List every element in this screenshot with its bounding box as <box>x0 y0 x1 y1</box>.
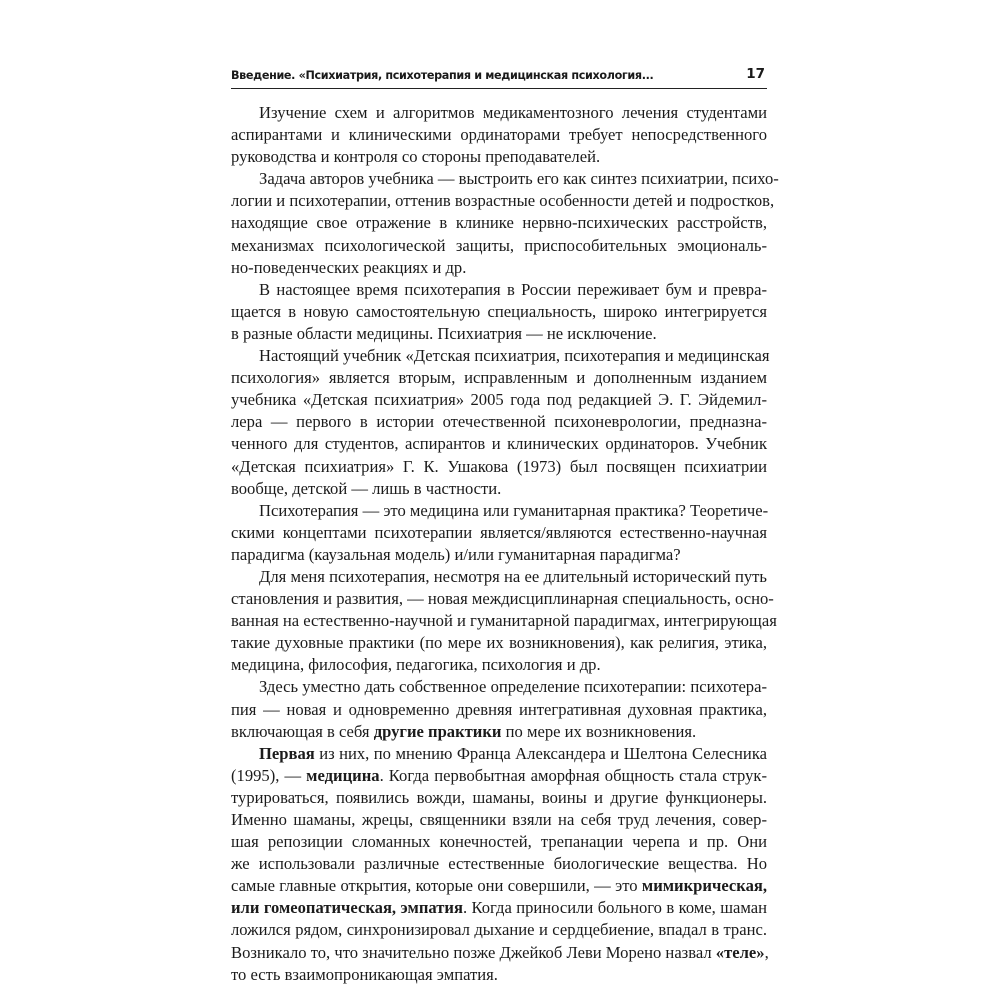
text-line: Психотерапия — это медицина или гуманитарная практика? Теоретиче- <box>259 500 769 520</box>
text-line: в разные области медицины. Психиатрия — не исключение. <box>231 323 657 343</box>
paragraph <box>231 676 767 742</box>
text-line: но-поведенческих реакциях и др. <box>231 257 467 277</box>
text-line: парадигма (каузальная модель) и/или гуманитарная парадигма? <box>231 544 681 564</box>
text-line: Для меня психотерапия, несмотря на ее длительный исторический путь <box>259 566 767 586</box>
paragraph <box>231 279 767 345</box>
text-run: . Когда приносили больного в коме, шаман <box>462 898 767 918</box>
text-line: то есть взаимопроникающая эмпатия. <box>231 964 498 984</box>
text-line: Изучение схем и алгоритмов медикаментозного лечения студентами <box>259 103 767 122</box>
text-line: Настоящий учебник «Детская психиатрия, психотерапия и медицинская <box>259 346 770 366</box>
text-line: Здесь уместно дать собственное определение психотерапии: психотера- <box>259 677 767 697</box>
text-line: Задача авторов учебника — выстроить его как синтез психиатрии, психо- <box>259 169 779 189</box>
text-run: самые главные открытия, которые они совершили, — это <box>231 876 642 896</box>
text-run: . Когда первобытная аморфная общность стала струк- <box>379 765 767 785</box>
bold-term: мимикрическая, <box>641 876 767 896</box>
bold-term: Первая <box>259 743 315 763</box>
text-line: Именно шаманы, жрецы, священники взяли на себя труд лечения, совер- <box>231 810 767 829</box>
body-text <box>231 102 779 986</box>
text-line: щается в новую самостоятельную специальность, широко интегрируется <box>231 301 767 321</box>
text-line: механизмах психологической защиты, приспособительных эмоциональ- <box>231 235 767 255</box>
book-page <box>231 64 779 986</box>
text-line: пия — новая и одновременно древняя интегративная духовная практика, <box>231 699 767 719</box>
paragraph <box>231 500 767 566</box>
text-line: аспирантами и клиническими ординаторами требует непосредственного <box>231 125 767 145</box>
page-number: 17 <box>746 66 765 82</box>
text-line: турироваться, появились вожди, шаманы, воины и другие функционеры. <box>231 787 767 807</box>
paragraph <box>231 743 767 986</box>
paragraph <box>231 345 770 500</box>
paragraph <box>231 566 777 676</box>
text-line <box>231 897 767 919</box>
text-line: медицина, философия, педагогика, психология и др. <box>231 655 601 675</box>
text-run: (1995), — <box>231 765 307 785</box>
text-line: находящие свое отражение в клинике нервно-психических расстройств, <box>231 213 767 233</box>
text-line: вообще, детской — лишь в частности. <box>231 478 502 498</box>
text-line: скими концептами психотерапии является/являются естественно-научная <box>231 522 767 542</box>
text-line: такие духовные практики (по мере их возникновения), как религия, этика, <box>231 633 767 653</box>
text-line: ванная на естественно-научной и гуманитарной парадигмах, интегрирующая <box>231 611 777 631</box>
text-line: становления и развития, — новая междисциплинарная специальность, осно- <box>231 589 774 609</box>
text-line: В настоящее время психотерапия в России переживает бум и превра- <box>259 279 767 299</box>
text-line: шая репозиции сломанных конечностей, трепанации черепа и пр. Они <box>231 832 767 852</box>
text-line: же использовали различные естественные биологические вещества. Но <box>231 854 767 874</box>
text-line: руководства и контроля со стороны преподавателей. <box>231 147 601 167</box>
text-line: ченного для студентов, аспирантов и клинических ординаторов. Учебник <box>231 434 767 454</box>
bold-term: «теле» <box>715 942 765 962</box>
text-line <box>231 721 767 743</box>
text-run: Возникало то, что значительно позже Джейкоб Леви Морено назвал <box>231 942 716 962</box>
text-run: включающая в себя <box>231 721 374 741</box>
paragraph <box>231 168 779 278</box>
text-line: логии и психотерапии, оттенив возрастные особенности детей и подростков, <box>231 191 775 211</box>
bold-term: или гомеопатическая, эмпатия <box>231 898 463 918</box>
text-run: , <box>764 942 769 962</box>
running-head <box>231 64 767 89</box>
text-run: по мере их возникновения. <box>501 721 697 741</box>
paragraph <box>231 102 767 168</box>
text-run: из них, по мнению Франца Александера и Шелтона Селесника <box>314 743 767 763</box>
text-line <box>231 942 767 964</box>
bold-term: другие практики <box>373 721 502 741</box>
text-line: лера — первого в истории отечественной психоневрологии, предназна- <box>231 412 767 432</box>
text-line: психология» является вторым, исправленным и дополненным изданием <box>231 368 767 388</box>
text-line <box>231 875 767 897</box>
text-line <box>231 765 767 787</box>
text-line: ложился рядом, синхронизировал дыхание и сердцебиение, впадал в транс. <box>231 920 767 940</box>
running-title: Введение. «Психиатрия, психотерапия и медицинская психология... <box>231 69 654 82</box>
bold-term: медицина <box>306 765 380 785</box>
text-line: «Детская психиатрия» Г. К. Ушакова (1973) был посвящен психиатрии <box>231 456 767 476</box>
text-line <box>231 743 767 765</box>
text-line: учебника «Детская психиатрия» 2005 года под редакцией Э. Г. Эйдемил- <box>231 390 767 410</box>
